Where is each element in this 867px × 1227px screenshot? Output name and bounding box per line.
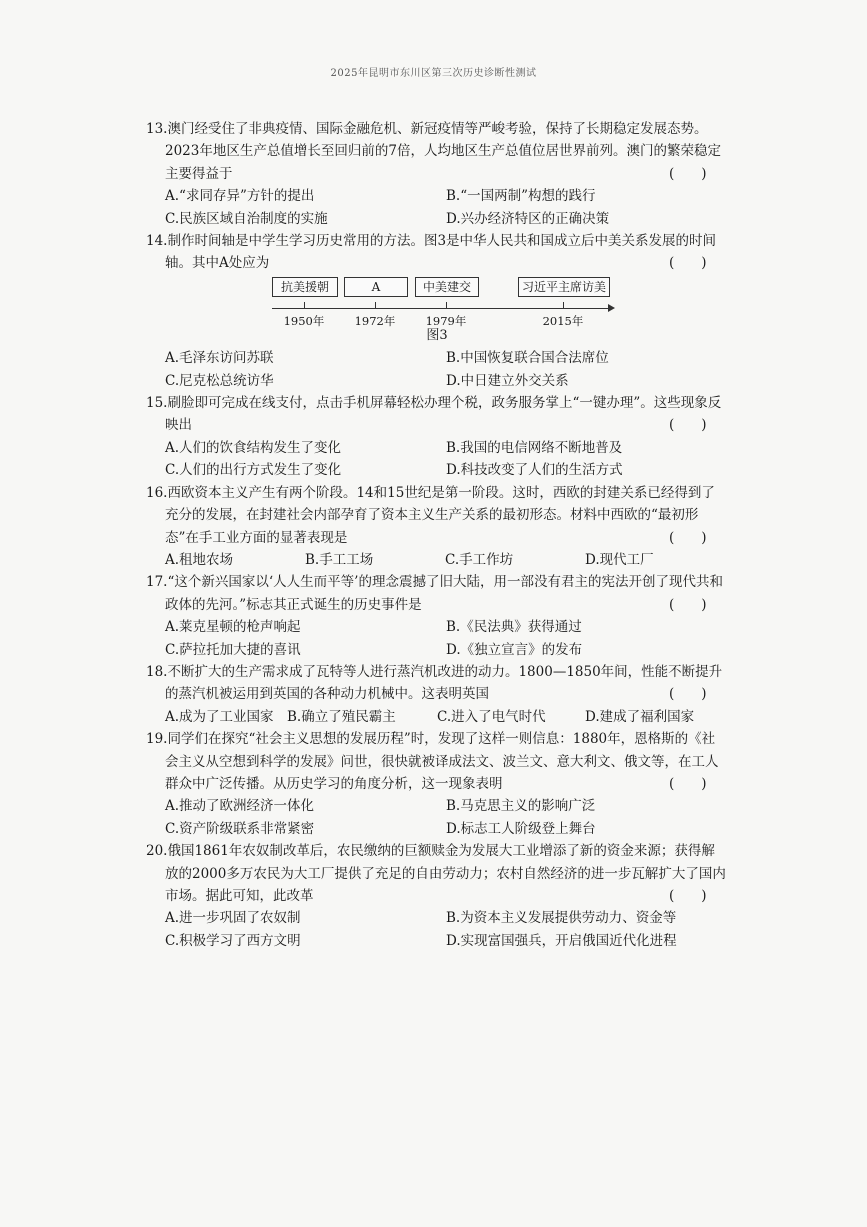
- question-15: [146, 392, 728, 482]
- answer-blank[interactable]: ( ): [669, 529, 707, 546]
- option-row: [165, 706, 728, 728]
- question-18: [146, 661, 728, 728]
- timeline-event: 中美建交: [415, 277, 479, 297]
- answer-blank[interactable]: ( ): [669, 888, 707, 904]
- option-d: D.《独立宣言》的发布: [446, 641, 583, 658]
- option-d: D.中日建立外交关系: [446, 372, 569, 389]
- option-row: [165, 549, 728, 571]
- question-stem: 13.澳门经受住了非典疫情、国际金融危机、新冠疫情等严峻考验，保持了长期稳定发展态势。2023年地区生产总值增长至回归前的7倍，人均地区生产总值位居世界前列。澳门的繁荣稳定主要得益于: [146, 121, 721, 182]
- option-c: C.民族区域自治制度的实施: [165, 210, 328, 227]
- option-c: C.进入了电气时代: [437, 708, 546, 725]
- arrow-icon: [608, 304, 615, 312]
- question-stem-wrap: [146, 118, 728, 185]
- question-17: [146, 571, 728, 661]
- option-b: B.马克思主义的影响广泛: [446, 798, 596, 815]
- option-a: A.毛泽东访问苏联: [165, 350, 274, 367]
- question-stem-wrap: [146, 230, 728, 275]
- question-16: [146, 482, 728, 572]
- option-d: D.实现富国强兵，开启俄国近代化进程: [446, 932, 677, 949]
- option-c: C.积极学习了西方文明: [165, 932, 301, 949]
- question-stem-wrap: [146, 392, 728, 437]
- timeline-tick: [375, 302, 376, 308]
- option-row: [165, 930, 728, 952]
- options: [146, 437, 728, 482]
- timeline-axis: [272, 308, 612, 309]
- options: [146, 549, 728, 571]
- answer-blank[interactable]: ( ): [669, 417, 707, 434]
- option-b: B.中国恢复联合国合法席位: [446, 350, 609, 367]
- option-a: A.莱克星顿的枪声响起: [165, 619, 301, 636]
- question-stem: 16.西欧资本主义产生有两个阶段。14和15世纪是第一阶段。这时，西欧的封建关系已经得到了充分的发展，在封建社会内部孕育了资本主义生产关系的最初形态。材料中西欧的“最初形态”在手工业方面的显著表现是: [146, 484, 715, 546]
- option-row: [165, 347, 728, 369]
- options: [146, 706, 728, 728]
- option-row: [165, 437, 728, 459]
- option-c: C.资产阶级联系非常紧密: [165, 820, 315, 837]
- question-14: [146, 230, 728, 392]
- option-row: [165, 616, 728, 638]
- option-b: B.《民法典》获得通过: [446, 619, 582, 636]
- options: [146, 347, 728, 392]
- question-stem: 17.“这个新兴国家以‘人人生而平等’的理念震撼了旧大陆，用一部没有君主的宪法开创了现代共和政体的先河。”标志其正式诞生的历史事件是: [146, 574, 723, 613]
- option-d: D.科技改变了人们的生活方式: [446, 462, 623, 479]
- timeline-year: 1972年: [354, 313, 396, 328]
- timeline-year: 2015年: [542, 313, 584, 328]
- answer-blank[interactable]: ( ): [669, 686, 707, 703]
- option-a: A.进一步巩固了农奴制: [165, 910, 301, 927]
- option-row: [165, 370, 728, 392]
- option-row: [165, 795, 728, 817]
- question-13: [146, 118, 728, 230]
- option-a: A.推动了欧洲经济一体化: [165, 798, 315, 815]
- option-d: D.兴办经济特区的正确决策: [446, 210, 610, 227]
- answer-blank[interactable]: ( ): [669, 596, 707, 613]
- figure-caption: 图3: [426, 327, 448, 343]
- question-stem: 14.制作时间轴是中学生学习历史常用的方法。图3是中华人民共和国成立后中美关系发展的时间轴。其中A处应为: [146, 233, 717, 272]
- timeline-year: 1979年: [425, 313, 467, 328]
- question-20: [146, 840, 728, 952]
- option-b: B.我国的电信网络不断地普及: [446, 439, 623, 456]
- options: [146, 185, 728, 230]
- options: [146, 795, 728, 840]
- question-stem-wrap: [146, 482, 728, 549]
- option-row: [165, 459, 728, 481]
- timeline-event: 习近平主席访美: [518, 277, 610, 297]
- option-row: [165, 818, 728, 840]
- option-row: [165, 907, 728, 929]
- question-stem-wrap: [146, 840, 728, 907]
- option-b: B.为资本主义发展提供劳动力、资金等: [446, 910, 677, 927]
- question-stem-wrap: [146, 661, 728, 706]
- question-stem: 18.不断扩大的生产需求成了瓦特等人进行蒸汽机改进的动力。1800—1850年间，性能不断提升的蒸汽机被运用到英国的各种动力机械中。这表明英国: [146, 663, 723, 703]
- question-stem: 20.俄国1861年农奴制改革后，农民缴纳的巨额赎金为发展大工业增添了新的资金来源；获得解放的2000多万农民为大工厂提供了充足的自由劳动力；农村自然经济的进一步瓦解扩大了国内市场。据此可知，此改革: [146, 843, 726, 904]
- option-a: A.“求同存异”方针的提出: [165, 188, 315, 205]
- option-a: A.人们的饮食结构发生了变化: [165, 439, 342, 456]
- option-c: C.尼克松总统访华: [165, 372, 274, 389]
- timeline-event: 抗美援朝: [272, 277, 338, 297]
- option-b: B.确立了殖民霸主: [287, 708, 396, 725]
- option-b: B.“一国两制”构想的践行: [446, 188, 596, 205]
- option-row: [165, 185, 728, 207]
- option-a: A.成为了工业国家: [165, 708, 274, 725]
- option-d: D.建成了福利国家: [585, 708, 695, 725]
- question-list: [146, 118, 728, 952]
- options: [146, 616, 728, 661]
- timeline-event: A: [344, 277, 408, 297]
- page-header: 2025年昆明市东川区第三次历史诊断性测试: [330, 68, 537, 79]
- question-stem: 19.同学们在探究“社会主义思想的发展历程”时，发现了这样一则信息：1880年，恩格斯的《社会主义从空想到科学的发展》问世，很快就被译成法文、波兰文、意大利文、俄文等，在工人群众中广泛传播。从历史学习的角度分析，这一现象表明: [146, 731, 719, 792]
- timeline-year: 1950年: [283, 313, 325, 328]
- option-c: C.人们的出行方式发生了变化: [165, 462, 342, 479]
- answer-blank[interactable]: ( ): [669, 775, 707, 792]
- timeline-figure: [146, 277, 728, 327]
- question-stem-wrap: [146, 571, 728, 616]
- option-a: A.租地农场: [165, 551, 234, 568]
- question-stem: 15.刷脸即可完成在线支付，点击手机屏幕轻松办理个税，政务服务掌上“一键办理”。这些现象反映出: [146, 395, 722, 434]
- option-row: [165, 208, 728, 230]
- option-c: C.手工作坊: [445, 551, 514, 568]
- option-d: D.现代工厂: [585, 551, 654, 568]
- option-c: C.萨拉托加大捷的喜讯: [165, 641, 301, 658]
- timeline-tick: [304, 302, 305, 308]
- answer-blank[interactable]: ( ): [669, 255, 707, 272]
- option-row: [165, 639, 728, 661]
- option-b: B.手工工场: [305, 551, 374, 568]
- options: [146, 907, 728, 952]
- question-19: [146, 728, 728, 840]
- timeline-tick: [563, 302, 564, 308]
- answer-blank[interactable]: ( ): [669, 165, 707, 182]
- question-stem-wrap: [146, 728, 728, 795]
- timeline-tick: [446, 302, 447, 308]
- option-d: D.标志工人阶级登上舞台: [446, 820, 596, 837]
